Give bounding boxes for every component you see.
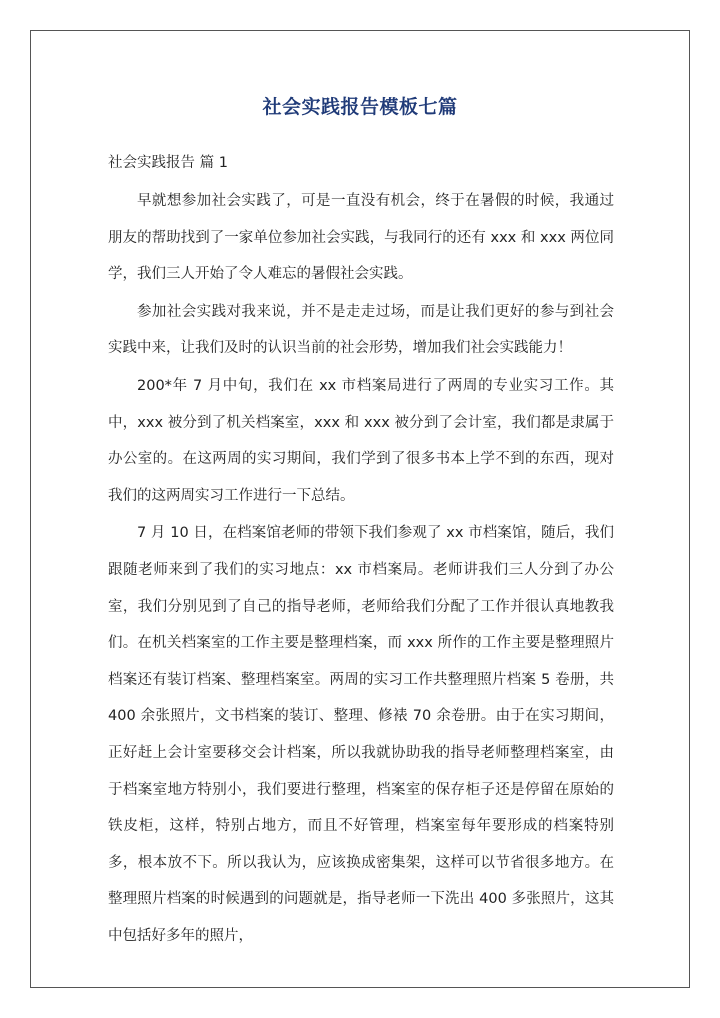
paragraph: 早就想参加社会实践了，可是一直没有机会，终于在暑假的时候，我通过朋友的帮助找到了一家单位参加社会实践，与我同行的还有 xxx 和 xxx 两位同学，我们三人开始了令人难忘的暑假社会实践。	[108, 193, 614, 283]
document-body	[108, 183, 614, 954]
paragraph: 7 月 10 日，在档案馆老师的带领下我们参观了 xx 市档案馆，随后，我们跟随老师来到了我们的实习地点：xx 市档案局。老师讲我们三人分到了办公室，我们分别见到了自己的指导老师，老师给我们分配了工作并很认真地教我们。在机关档案室的工作主要是整理档案，而 xxx 所作的工作主要是整理照片档案还有装订档案、整理档案室。两周的实习工作共整理照片档案 5 卷册，共 400 余张照片，文书档案的装订、整理、修裱 70 余卷册。由于在实习期间，正好赶上会计室要移交会计档案，所以我就协助我的指导老师整理档案室，由于档案室地方特别小，我们要进行整理，档案室的保存柜子还是停留在原始的铁皮柜，这样，特别占地方，而且不好管理，档案室每年要形成的档案特别多，根本放不下。所以我认为，应该换成密集架，这样可以节省很多地方。在整理照片档案的时候遇到的问题就是，指导老师一下洗出 400 多张照片，这其中包括好多年的照片，	[108, 525, 614, 944]
section-heading: 社会实践报告 篇 1	[108, 155, 228, 171]
paragraph: 200*年 7 月中旬，我们在 xx 市档案局进行了两周的专业实习工作。其中，xxx 被分到了机关档案室，xxx 和 xxx 被分到了会计室，我们都是隶属于办公室的。在这两周的实习期间，我们学到了很多书本上学不到的东西，现对我们的这两周实习工作进行一下总结。	[108, 377, 614, 504]
document-title: 社会实践报告模板七篇	[262, 96, 458, 118]
paragraph: 参加社会实践对我来说，并不是走走过场，而是让我们更好的参与到社会实践中来，让我们及时的认识当前的社会形势，增加我们社会实践能力！	[108, 303, 614, 357]
